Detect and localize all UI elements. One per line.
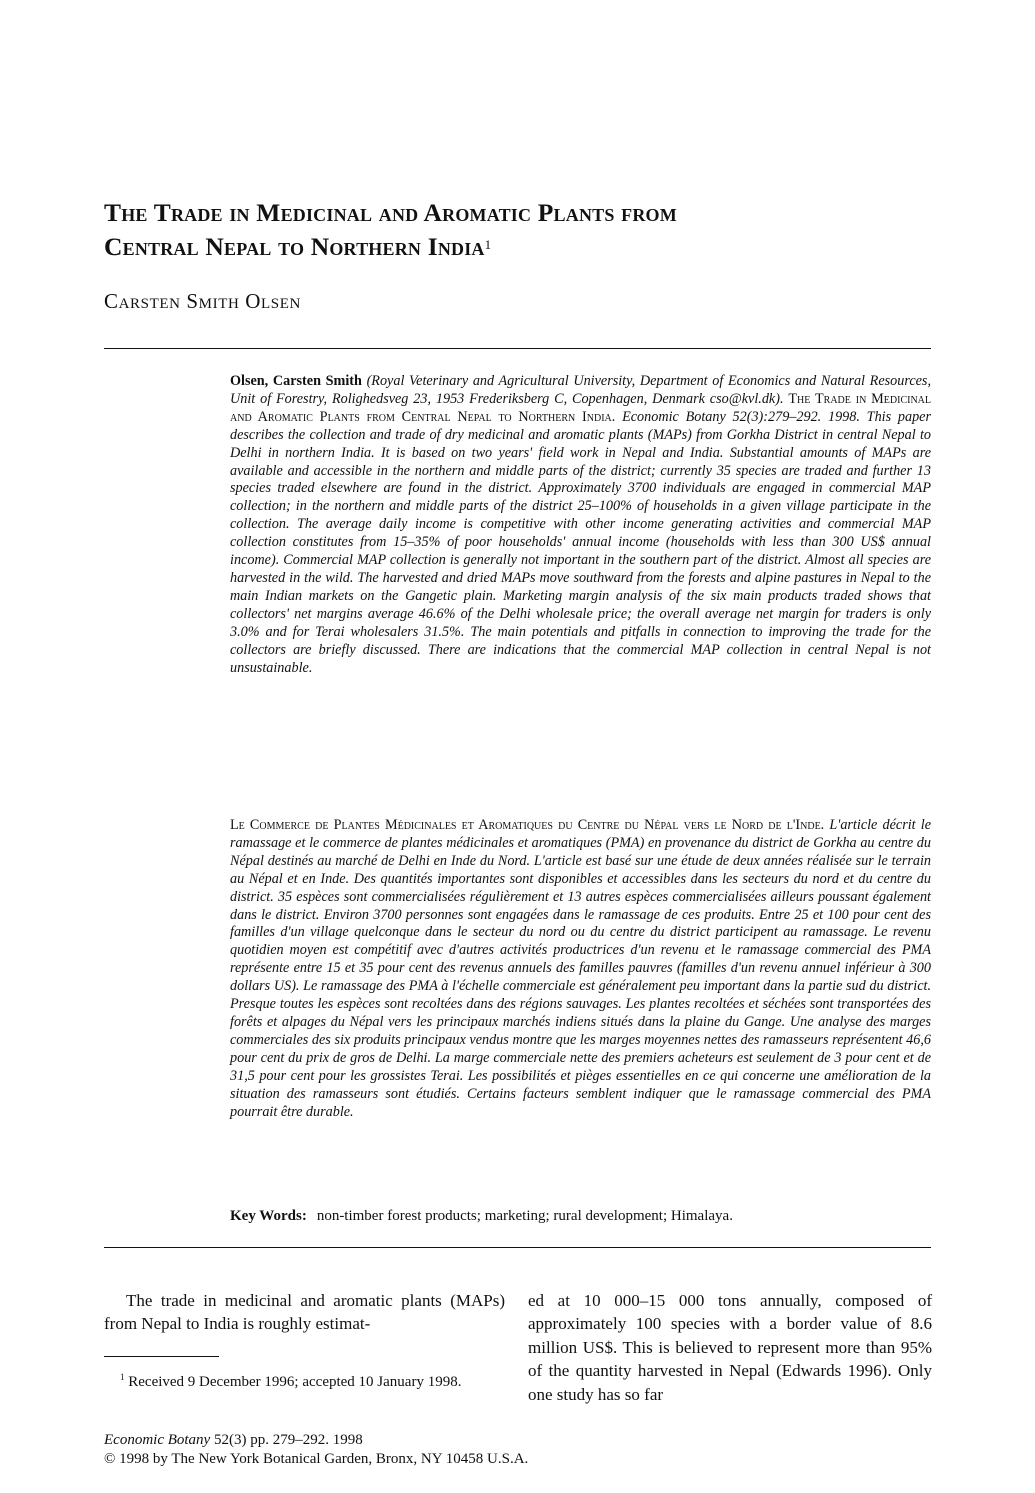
journal-citation: [104, 1431, 363, 1450]
top-rule: [104, 348, 931, 349]
abstract-fr-text: L'article décrit le ramassage et le commerce de plantes médicinales et aromatiques (PMA) en provenance du district de Gorkha au centre du Népal destinés au marché de Delhi en Inde du Nord. L'article est basé sur une étude de deux années réalisée sur le terrain au Népal et en Inde. Des quantités importantes sont disponibles et accessibles dans les secteurs du nord et du centre du district. 35 espèces sont commercialisées régulièrement et 13 autres espèces commercialisées ailleurs poussant également dans le district. Environ 3700 personnes sont engagées dans le ramassage de ces produits. Entre 25 et 100 pour cent des familles d'un village quelconque dans le secteur du nord ou du centre du district participent au ramassage. Le revenu quotidien moyen est compétitif avec d'autres activités productrices d'un revenu et le ramassage commercial des PMA représente entre 15 et 35 pour cent des revenus annuels des familles pauvres (familles d'un revenu annuel inférieur à 300 dollars US). Le ramassage des PMA à l'échelle commerciale est généralement peu important dans la partie sud du district. Presque toutes les espèces sont recoltées dans des régions sauvages. Les plantes recoltées et séchées sont transportées des forêts et alpages du Népal vers les principaux marchés indiens situés dans la plaine du Gange. Une analyse des marges commerciales des six produits principaux vendus montre que les marges moyennes nettes des ramasseurs représentent 46,6 pour cent du prix de gros de Delhi. La marge commerciale nette des premiers acheteurs est seulement de 3 pour cent et de 31,5 pour cent pour les grossistes Terai. Les possibilités et pièges essentielles en ce qui concerne une amélioration de la situation des ramasseurs sont étudiés. Certains facteurs semblent indiquer que le ramassage commercial des PMA pourrait être durable.: [230, 817, 932, 1120]
abstract-title-caps: The Trade in Medicinal and Aromatic Plants from Central Nepal to Northern India.: [230, 390, 931, 425]
abstract-fr-title-caps: Le Commerce de Plantes Médicinales et Aromatiques du Centre du Népal vers le Nord de l'Inde.: [230, 817, 825, 833]
footnote-mark: 1: [120, 1372, 125, 1382]
article-title: [104, 196, 944, 264]
footnote-rule: [104, 1356, 219, 1357]
abstract-english: [230, 373, 931, 677]
keywords-label: Key Words:: [230, 1208, 307, 1224]
abstract-french: [230, 817, 931, 1121]
bottom-rule: [104, 1247, 931, 1248]
footnote: [104, 1367, 505, 1392]
body-column-left: The trade in medicinal and aromatic plants (MAPs) from Nepal to India is roughly estimat-: [104, 1291, 505, 1334]
footnote-text: Received 9 December 1996; accepted 10 January 1998.: [124, 1374, 462, 1390]
title-footnote-mark: 1: [484, 237, 492, 252]
abstract-text: Economic Botany 52(3):279–292. 1998. This paper describes the collection and trade of dry medicinal and aromatic plants (MAPs) from Gorkha District in central Nepal to Delhi in northern India. It is based on two years' field work in Nepal and India. Substantial amounts of MAPs are available and accessible in the northern and middle parts of the district; currently 35 species are traded and further 13 species traded elsewhere are found in the district. Approximately 3700 individuals are engaged in commercial MAP collection; in the northern and middle parts of the district 25–100% of households in a given village participate in the collection. The average daily income is competitive with other income generating activities and commercial MAP collection constitutes from 15–35% of poor households' annual income (households with less than 300 US$ annual income). Commercial MAP collection is generally not important in the southern part of the district. Almost all species are harvested in the wild. The harvested and dried MAPs move southward from the forests and alpine pastures in Nepal to the main Indian markets on the Gangetic plain. Marketing margin analysis of the six main products traded shows that collectors' net margins average 46.6% of the Delhi wholesale price; the overall average net margin for traders is only 3.0% and for Terai wholesalers 31.5%. The main potentials and pitfalls in connection to improving the trade for the collectors are briefly discussed. There are indications that the commercial MAP collection in central Nepal is not unsustainable.: [230, 408, 932, 676]
abstract-author: Olsen, Carsten Smith: [230, 373, 362, 389]
keywords-text: non-timber forest products; marketing; rural development; Himalaya.: [316, 1208, 733, 1224]
journal-name: Economic Botany: [104, 1432, 211, 1448]
keywords: [230, 1206, 931, 1226]
title-line-2: Central Nepal to Northern India: [104, 232, 485, 261]
journal-issue: 52(3) pp. 279–292. 1998: [210, 1432, 363, 1448]
author-name: Carsten Smith Olsen: [104, 289, 301, 313]
copyright: © 1998 by The New York Botanical Garden, Bronx, NY 10458 U.S.A.: [104, 1451, 529, 1467]
body-column-right: ed at 10 000–15 000 tons annually, composed of approximately 100 species with a border value of 8.6 million US$. This is believed to represent more than 95% of the quantity harvested in Nepal (Edwards 1996). Only one study has so far: [528, 1291, 932, 1404]
title-line-1: The Trade in Medicinal and Aromatic Plants from: [104, 198, 677, 227]
abstract-affiliation: (Royal Veterinary and Agricultural University, Department of Economics and Natural Resources, Unit of Forestry, Rolighedsveg 23, 1953 Frederiksberg C, Copenhagen, Denmark cso@kvl.dk).: [230, 373, 931, 407]
